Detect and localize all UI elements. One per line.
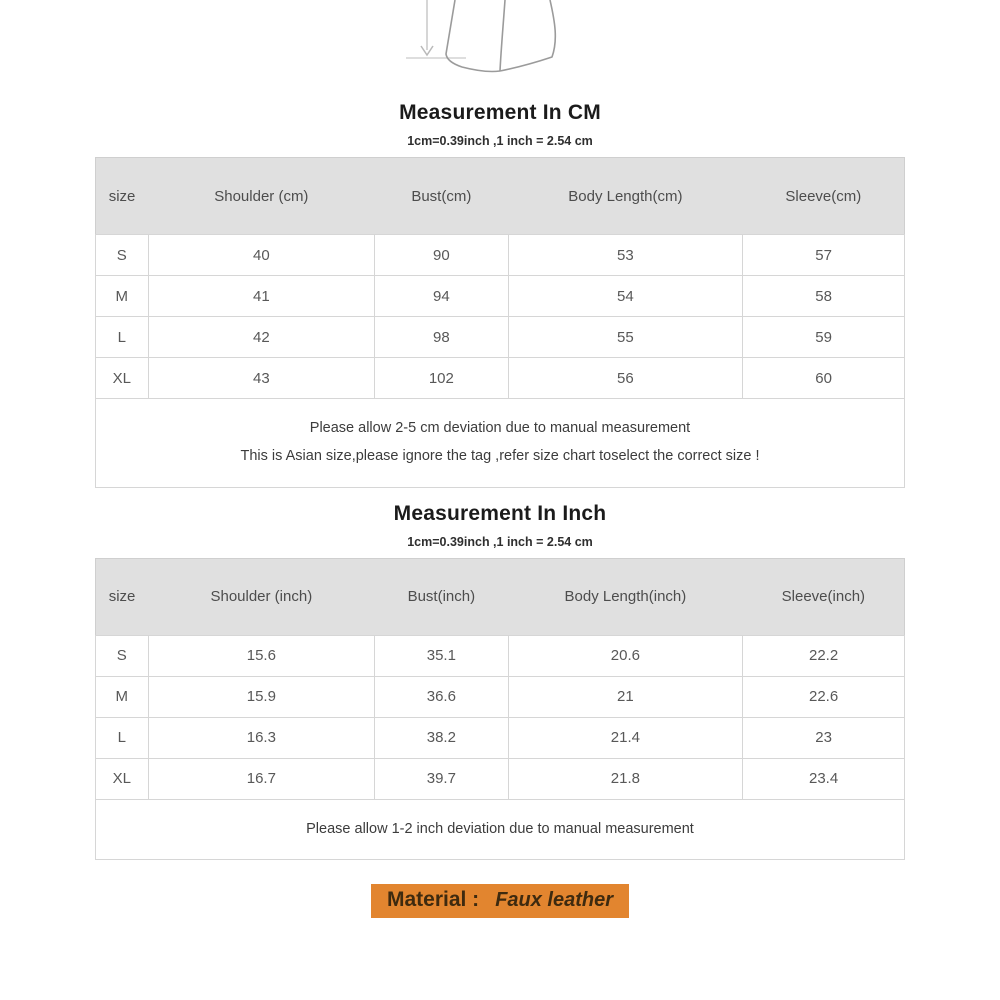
inch-table-header [96, 558, 905, 635]
col-header-body-length: Body Length(inch) [508, 558, 743, 635]
col-header-shoulder: Shoulder (cm) [148, 158, 375, 235]
cell-sleeve: 23 [743, 717, 905, 758]
col-header-sleeve: Sleeve(inch) [743, 558, 905, 635]
cell-shoulder: 16.7 [148, 758, 375, 799]
material-highlight-bar [371, 884, 629, 918]
col-header-shoulder: Shoulder (inch) [148, 558, 375, 635]
cm-deviation-note [96, 399, 905, 488]
cell-size: M [96, 676, 149, 717]
cell-size: L [96, 717, 149, 758]
cell-shoulder: 42 [148, 317, 375, 358]
cell-sleeve: 23.4 [743, 758, 905, 799]
table-header-row [96, 158, 905, 235]
note-line: This is Asian size,please ignore the tag ,refer size chart toselect the correct size ! [240, 448, 760, 465]
cell-body-length: 54 [508, 276, 743, 317]
cell-bust: 36.6 [375, 676, 508, 717]
material-label: Material : [386, 887, 480, 911]
cell-sleeve: 57 [743, 235, 905, 276]
material-value: Faux leather [495, 888, 614, 911]
cm-size-table [95, 157, 905, 488]
cell-body-length: 21 [508, 676, 743, 717]
cell-size: XL [96, 358, 149, 399]
cell-size: XL [96, 758, 149, 799]
inch-section [0, 502, 1000, 860]
cell-sleeve: 22.6 [743, 676, 905, 717]
cell-body-length: 21.4 [508, 717, 743, 758]
table-note-row [96, 799, 905, 859]
cm-conversion-note: 1cm=0.39inch ,1 inch = 2.54 cm [407, 134, 593, 148]
cell-bust: 94 [375, 276, 508, 317]
cell-shoulder: 16.3 [148, 717, 375, 758]
note-line: Please allow 2-5 cm deviation due to manual measurement [309, 420, 691, 436]
table-row [96, 676, 905, 717]
cell-sleeve: 60 [743, 358, 905, 399]
cell-shoulder: 43 [148, 358, 375, 399]
inch-size-table [95, 558, 905, 860]
note-line: Please allow 1-2 inch deviation due to manual measurement [306, 820, 694, 837]
garment-sketch [350, 0, 650, 92]
cell-size: S [96, 235, 149, 276]
table-row [96, 317, 905, 358]
cell-shoulder: 41 [148, 276, 375, 317]
col-header-bust: Bust(cm) [375, 158, 508, 235]
cell-shoulder: 15.9 [148, 676, 375, 717]
cell-bust: 38.2 [375, 717, 508, 758]
col-header-sleeve: Sleeve(cm) [743, 158, 905, 235]
inch-deviation-note [96, 799, 905, 859]
cell-body-length: 56 [508, 358, 743, 399]
table-row [96, 758, 905, 799]
cell-bust: 90 [375, 235, 508, 276]
cell-sleeve: 22.2 [743, 635, 905, 676]
table-row [96, 635, 905, 676]
table-row [96, 235, 905, 276]
table-row [96, 276, 905, 317]
col-header-size: size [96, 158, 149, 235]
inch-conversion-note: 1cm=0.39inch ,1 inch = 2.54 cm [407, 534, 593, 549]
table-row [96, 717, 905, 758]
cell-size: L [96, 317, 149, 358]
table-header-row [96, 558, 905, 635]
cell-body-length: 55 [508, 317, 743, 358]
cell-bust: 35.1 [375, 635, 508, 676]
cm-section-title: Measurement In CM [399, 101, 601, 124]
cell-body-length: 21.8 [508, 758, 743, 799]
cell-body-length: 20.6 [508, 635, 743, 676]
cell-sleeve: 59 [743, 317, 905, 358]
table-note-row [96, 399, 905, 488]
inch-section-title: Measurement In Inch [393, 501, 607, 525]
col-header-bust: Bust(inch) [375, 558, 508, 635]
garment-left-panel [446, 0, 500, 72]
col-header-body-length: Body Length(cm) [508, 158, 743, 235]
col-header-size: size [96, 558, 149, 635]
cell-shoulder: 40 [148, 235, 375, 276]
cell-size: M [96, 276, 149, 317]
garment-right-panel [500, 0, 555, 71]
cell-bust: 98 [375, 317, 508, 358]
cell-size: S [96, 635, 149, 676]
garment-outline-drawing [350, 0, 650, 92]
cell-bust: 102 [375, 358, 508, 399]
cell-bust: 39.7 [375, 758, 508, 799]
cm-section [0, 101, 1000, 488]
table-row [96, 358, 905, 399]
cell-body-length: 53 [508, 235, 743, 276]
cell-shoulder: 15.6 [148, 635, 375, 676]
cm-table-header [96, 158, 905, 235]
garment-front-edge [500, 0, 505, 71]
cell-sleeve: 58 [743, 276, 905, 317]
